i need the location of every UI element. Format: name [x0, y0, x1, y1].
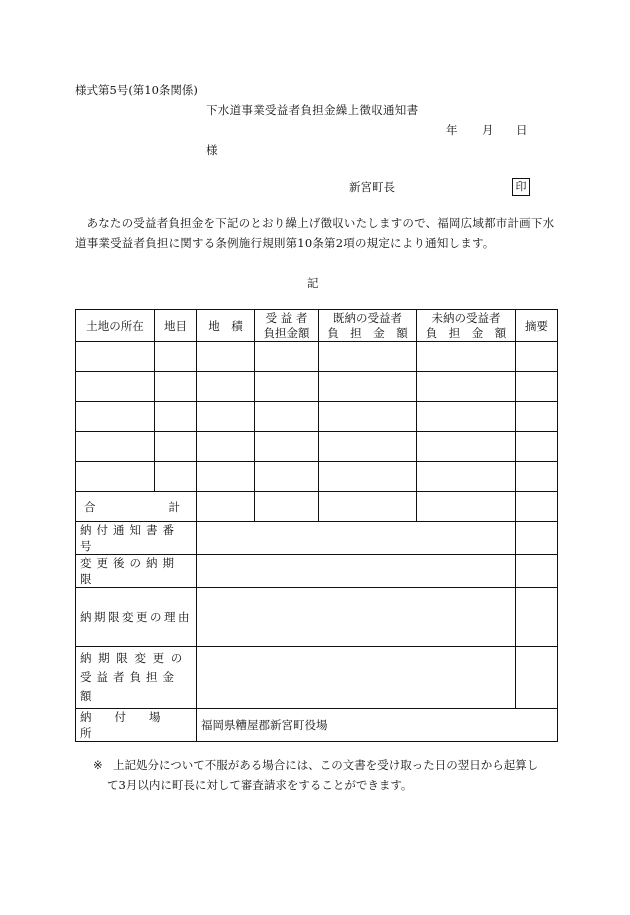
header-location: 土地の所在 [76, 310, 155, 342]
header-paid-line2: 負 担 金 額 [327, 325, 408, 340]
recipient-suffix: 様 [206, 143, 218, 157]
collection-table [75, 309, 558, 742]
header-paid-line1: 既納の受益者 [333, 310, 402, 325]
date-day: 日 [516, 123, 528, 137]
seal-mark: 印 [512, 178, 530, 196]
header-burden [255, 310, 319, 342]
issuer-name: 新宮町長 [349, 180, 395, 194]
changed-amount-line1: 納 期 限 変 更 の [80, 651, 184, 665]
header-unpaid-line2: 負 担 金 額 [425, 325, 507, 340]
notice-number-label: 納付通知書番号 [76, 522, 197, 555]
table-row [76, 462, 558, 492]
reason-row [76, 588, 558, 647]
payment-place-row [76, 709, 558, 742]
total-row [76, 492, 558, 522]
total-label-1: 合 [84, 499, 96, 514]
form-reference: 様式第5号(第10条関係) [75, 83, 198, 97]
payment-place-label: 納 付 場 所 [76, 709, 197, 742]
table-row [76, 372, 558, 402]
header-area: 地 積 [197, 310, 255, 342]
total-label [76, 492, 197, 522]
table-header-row [76, 310, 558, 342]
changed-amount-label [76, 647, 197, 709]
header-burden-line1: 受 益 者 [265, 310, 308, 325]
header-paid [319, 310, 417, 342]
table-row [76, 402, 558, 432]
payment-place-value: 福岡県糟屋郡新宮町役場 [197, 709, 558, 742]
table-row [76, 342, 558, 372]
table-row [76, 432, 558, 462]
header-burden-line2: 負担金額 [263, 325, 310, 340]
ki-heading: 記 [307, 276, 319, 290]
note-line-2: て3月以内に町長に対して審査請求をすることができます。 [107, 778, 413, 792]
body-paragraph: あなたの受益者負担金を下記のとおり繰上げ徴収いたしますので、福岡広域都市計画下水道事業受益者負担に関する条例施行規則第10条第2項の規定により通知します。 [75, 216, 555, 250]
date-year: 年 [446, 123, 458, 137]
notice-number-row [76, 522, 558, 555]
document-title: 下水道事業受益者負担金繰上徴収通知書 [206, 103, 419, 117]
header-unpaid-line1: 未納の受益者 [431, 310, 501, 325]
new-deadline-label: 変更後の納期限 [76, 555, 197, 588]
note-line-1: 上記処分について不服がある場合には、この文書を受け取った日の翌日から起算し [113, 758, 539, 772]
changed-amount-row [76, 647, 558, 709]
total-label-2: 計 [168, 499, 180, 514]
header-category: 地目 [155, 310, 197, 342]
header-remarks: 摘要 [516, 310, 558, 342]
note-mark: ※ [93, 758, 103, 772]
reason-label: 納期限変更の理由 [76, 588, 197, 647]
changed-amount-line2: 受益者負担金額 [80, 670, 179, 703]
new-deadline-row [76, 555, 558, 588]
header-unpaid [417, 310, 516, 342]
note-text [107, 755, 558, 795]
date-month: 月 [482, 123, 494, 137]
